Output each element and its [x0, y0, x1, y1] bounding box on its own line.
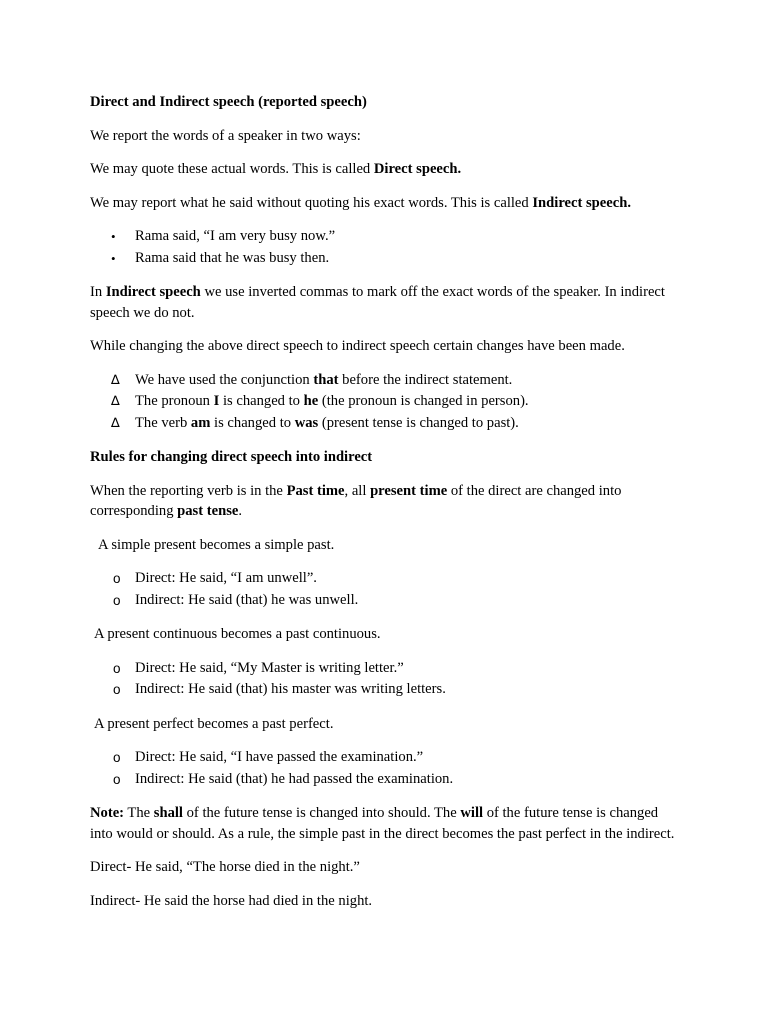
list-item: ∆ The verb am is changed to was (present tense is changed to past). — [90, 413, 680, 435]
simple-present-examples — [90, 568, 680, 611]
document-page — [90, 92, 680, 924]
list-item: o Direct: He said, “I am unwell”. — [90, 568, 680, 590]
list-item: o Indirect: He said (that) he had passed the examination. — [90, 769, 680, 791]
bullet-icon: • — [111, 250, 116, 266]
delta-icon: ∆ — [111, 372, 120, 388]
changes-list — [90, 370, 680, 435]
note-paragraph: Note: The shall of the future tense is changed into should. The will of the future tense is changed into would or should. As a rule, the simple past in the direct becomes the past perfect in the indirect. — [90, 805, 675, 842]
list-item: • Rama said that he was busy then. — [90, 248, 680, 270]
intro-paragraph: We report the words of a speaker in two ways: — [90, 127, 361, 144]
example-bullet-list — [90, 226, 680, 269]
present-continuous-heading: A present continuous becomes a past continuous. — [94, 626, 381, 642]
list-item: • Rama said, “I am very busy now.” — [90, 226, 680, 248]
circle-bullet-icon: o — [113, 750, 121, 765]
inverted-commas-paragraph: In Indirect speech we use inverted commas to mark off the exact words of the speaker. In indirect speech we do not. — [90, 284, 665, 321]
list-item: o Direct: He said, “I have passed the examination.” — [90, 747, 680, 769]
circle-bullet-icon: o — [113, 771, 121, 787]
document-title: Direct and Indirect speech (reported speech) — [90, 94, 367, 110]
present-perfect-heading: A present perfect becomes a past perfect. — [94, 715, 334, 732]
list-item: o Indirect: He said (that) his master was writing letters. — [90, 679, 680, 701]
list-item: ∆ We have used the conjunction that before the indirect statement. — [90, 370, 680, 392]
example-indirect: Indirect- He said the horse had died in the night. — [90, 892, 373, 909]
bullet-icon: • — [111, 229, 116, 244]
delta-icon: ∆ — [111, 415, 120, 431]
circle-bullet-icon: o — [113, 682, 121, 697]
indirect-speech-definition: We may report what he said without quoting his exact words. This is called Indirect speech. — [90, 194, 631, 211]
present-perfect-examples — [90, 747, 680, 790]
example-direct: Direct- He said, “The horse died in the night.” — [90, 859, 360, 875]
past-time-rule-paragraph: When the reporting verb is in the Past time, all present time of the direct are changed into corresponding past tense. — [90, 482, 622, 519]
present-continuous-examples — [90, 658, 680, 701]
simple-present-heading: A simple present becomes a simple past. — [98, 536, 335, 553]
circle-bullet-icon: o — [113, 592, 121, 608]
list-item: o Direct: He said, “My Master is writing letter.” — [90, 658, 680, 680]
circle-bullet-icon: o — [113, 571, 121, 586]
rules-heading: Rules for changing direct speech into indirect — [90, 449, 373, 465]
changes-intro-paragraph: While changing the above direct speech to indirect speech certain changes have been made. — [90, 338, 625, 354]
list-item: ∆ The pronoun I is changed to he (the pronoun is changed in person). — [90, 391, 680, 413]
list-item: o Indirect: He said (that) he was unwell. — [90, 590, 680, 612]
circle-bullet-icon: o — [113, 660, 121, 676]
delta-icon: ∆ — [111, 394, 120, 409]
direct-speech-definition: We may quote these actual words. This is called Direct speech. — [90, 161, 462, 177]
